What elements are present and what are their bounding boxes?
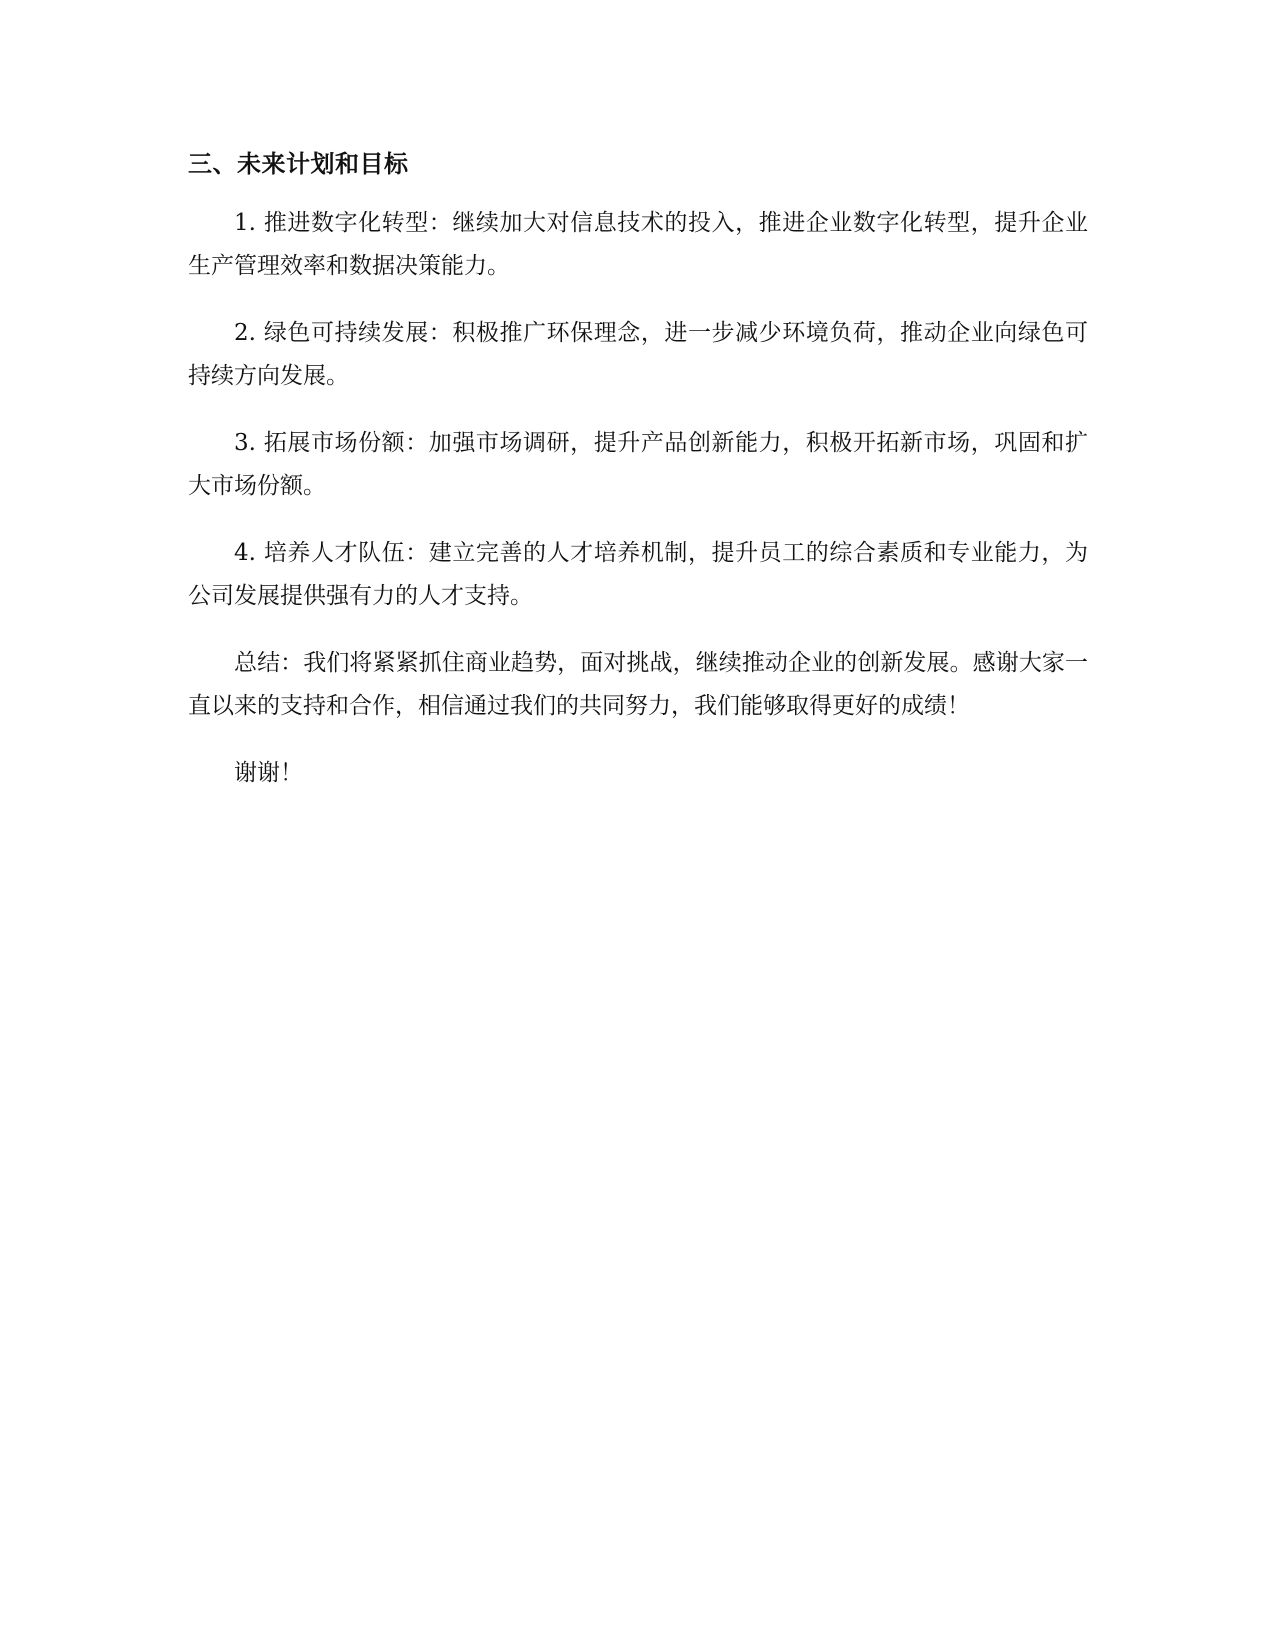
plan-item-digital-transformation: 1. 推进数字化转型：继续加大对信息技术的投入，推进企业数字化转型，提升企业生产管理效率和数据决策能力。	[188, 210, 1088, 279]
plan-item-market-share: 3. 拓展市场份额：加强市场调研，提升产品创新能力，积极开拓新市场，巩固和扩大市场份额。	[188, 430, 1088, 499]
document-body	[188, 146, 1088, 819]
closing-thanks: 谢谢！	[234, 760, 303, 786]
plan-item-talent-team: 4. 培养人才队伍：建立完善的人才培养机制，提升员工的综合素质和专业能力，为公司发展提供强有力的人才支持。	[188, 540, 1088, 609]
section-title: 三、未来计划和目标	[188, 150, 409, 178]
plan-item-green-development: 2. 绿色可持续发展：积极推广环保理念，进一步减少环境负荷，推动企业向绿色可持续方向发展。	[188, 320, 1088, 389]
summary-paragraph: 总结：我们将紧紧抓住商业趋势，面对挑战，继续推动企业的创新发展。感谢大家一直以来的支持和合作，相信通过我们的共同努力，我们能够取得更好的成绩！	[188, 650, 1088, 719]
